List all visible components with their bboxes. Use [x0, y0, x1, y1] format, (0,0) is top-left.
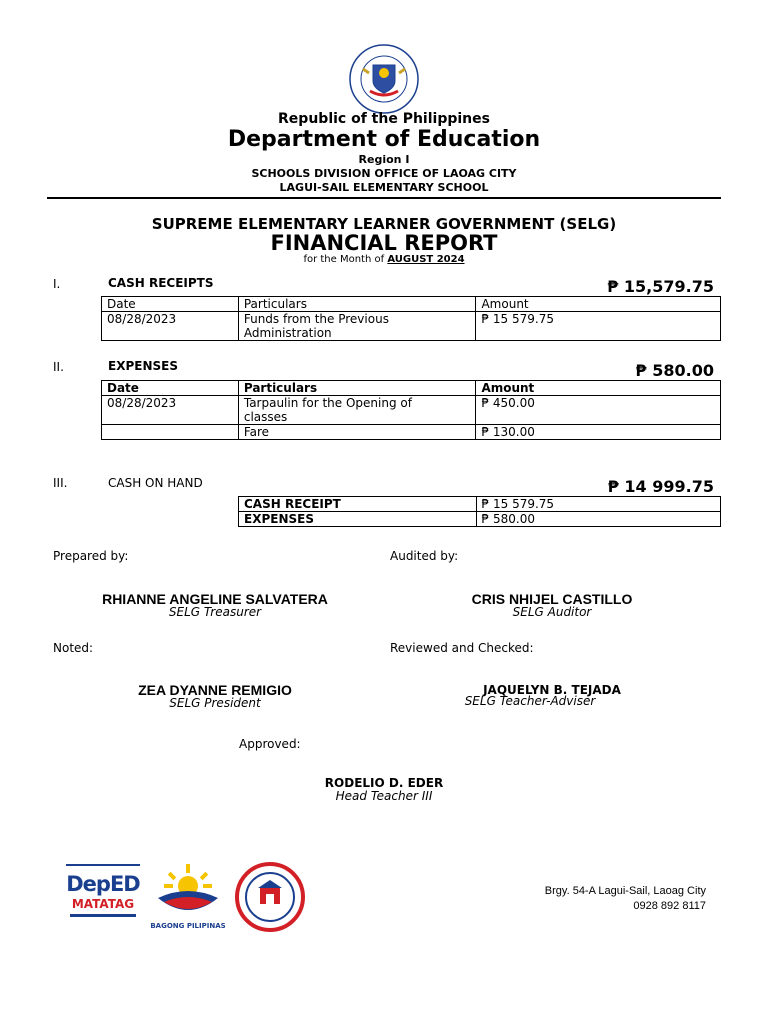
column-header: Date	[102, 297, 239, 312]
prepared-by-label: Prepared by:	[53, 549, 129, 563]
organization-title: SUPREME ELEMENTARY LEARNER GOVERNMENT (SELG)	[151, 215, 617, 233]
region-heading: Region I	[358, 153, 410, 166]
column-header: Particulars	[238, 297, 476, 312]
head-teacher-name: RODELIO D. EDER	[324, 776, 444, 790]
audited-by-label: Audited by:	[390, 549, 459, 563]
particulars-line: Funds from the Previous	[243, 312, 389, 326]
particulars-line: Tarpaulin for the Opening of	[243, 396, 412, 410]
date-cell: 08/28/2023	[102, 396, 239, 425]
division-heading: SCHOOLS DIVISION OFFICE OF LAOAG CITY	[251, 167, 517, 180]
section-number-cash-on-hand: III.	[53, 476, 68, 490]
expenses-table	[101, 380, 721, 440]
school-phone: 0928 892 8117	[633, 900, 706, 912]
column-header: Date	[102, 381, 239, 396]
report-month: AUGUST 2024	[387, 254, 465, 265]
school-seal-logo	[232, 862, 308, 932]
republic-heading: Republic of the Philippines	[278, 111, 490, 127]
summary-label: EXPENSES	[239, 512, 477, 527]
auditor-role: SELG Auditor	[512, 605, 592, 619]
table-row	[239, 497, 721, 512]
cash-on-hand-table	[238, 496, 721, 527]
school-address: Brgy. 54-A Lagui-Sail, Laoag City	[544, 885, 706, 897]
summary-label: CASH RECEIPT	[239, 497, 477, 512]
treasurer-role: SELG Treasurer	[168, 605, 262, 619]
amount-cell: ₱ 450.00	[476, 396, 721, 425]
particulars-cell	[238, 396, 476, 425]
summary-amount: ₱ 15 579.75	[476, 497, 720, 512]
section-title-receipts: CASH RECEIPTS	[108, 276, 214, 290]
amount-cell: ₱ 15 579.75	[476, 312, 721, 341]
president-role: SELG President	[169, 696, 261, 710]
adviser-role: SELG Teacher-Adviser	[464, 694, 596, 708]
header-divider	[47, 197, 721, 199]
amount-cell: ₱ 130.00	[476, 425, 721, 440]
reviewed-checked-label: Reviewed and Checked:	[390, 641, 534, 655]
table-row	[239, 512, 721, 527]
table-row	[102, 312, 721, 341]
particulars-cell: Fare	[238, 425, 476, 440]
department-heading: Department of Education	[227, 127, 541, 152]
treasurer-name: RHIANNE ANGELINE SALVATERA	[102, 591, 328, 607]
particulars-line: classes	[243, 410, 288, 424]
noted-label: Noted:	[53, 641, 94, 655]
table-row	[102, 396, 721, 425]
particulars-line: Administration	[243, 326, 332, 340]
date-cell: 08/28/2023	[102, 312, 239, 341]
president-name: ZEA DYANNE REMIGIO	[138, 682, 292, 698]
table-header-row	[102, 297, 721, 312]
deped-logo-text: DepED	[66, 872, 140, 896]
expenses-total: ₱ 580.00	[635, 361, 714, 380]
cash-on-hand-total: ₱ 14 999.75	[607, 477, 714, 496]
adviser-name: JAQUELYN B. TEJADA	[483, 683, 621, 697]
receipts-total: ₱ 15,579.75	[607, 277, 714, 296]
deped-seal	[345, 43, 423, 115]
table-header-row	[102, 381, 721, 396]
deped-matatag-logo	[66, 864, 140, 930]
section-number-receipts: I.	[53, 277, 61, 291]
column-header: Amount	[476, 381, 721, 396]
bagong-pilipinas-text: BAGONG PILIPINAS	[150, 922, 226, 930]
head-teacher-role: Head Teacher III	[335, 789, 433, 803]
section-number-expenses: II.	[53, 360, 64, 374]
receipts-table	[101, 296, 721, 341]
date-cell	[102, 425, 239, 440]
approved-label: Approved:	[239, 737, 301, 751]
auditor-name: CRIS NHIJEL CASTILLO	[471, 591, 633, 607]
table-row	[102, 425, 721, 440]
column-header: Particulars	[238, 381, 476, 396]
report-month-line	[0, 254, 768, 265]
column-header: Amount	[476, 297, 721, 312]
section-title-cash-on-hand: CASH ON HAND	[108, 476, 203, 490]
section-title-expenses: EXPENSES	[108, 359, 178, 373]
school-heading: LAGUI-SAIL ELEMENTARY SCHOOL	[279, 181, 489, 194]
report-title: FINANCIAL REPORT	[270, 231, 498, 255]
bagong-pilipinas-logo	[150, 862, 226, 928]
summary-amount: ₱ 580.00	[476, 512, 720, 527]
matatag-logo-text: MATATAG	[71, 897, 135, 911]
month-prefix: for the Month of	[303, 254, 388, 265]
particulars-cell	[238, 312, 476, 341]
